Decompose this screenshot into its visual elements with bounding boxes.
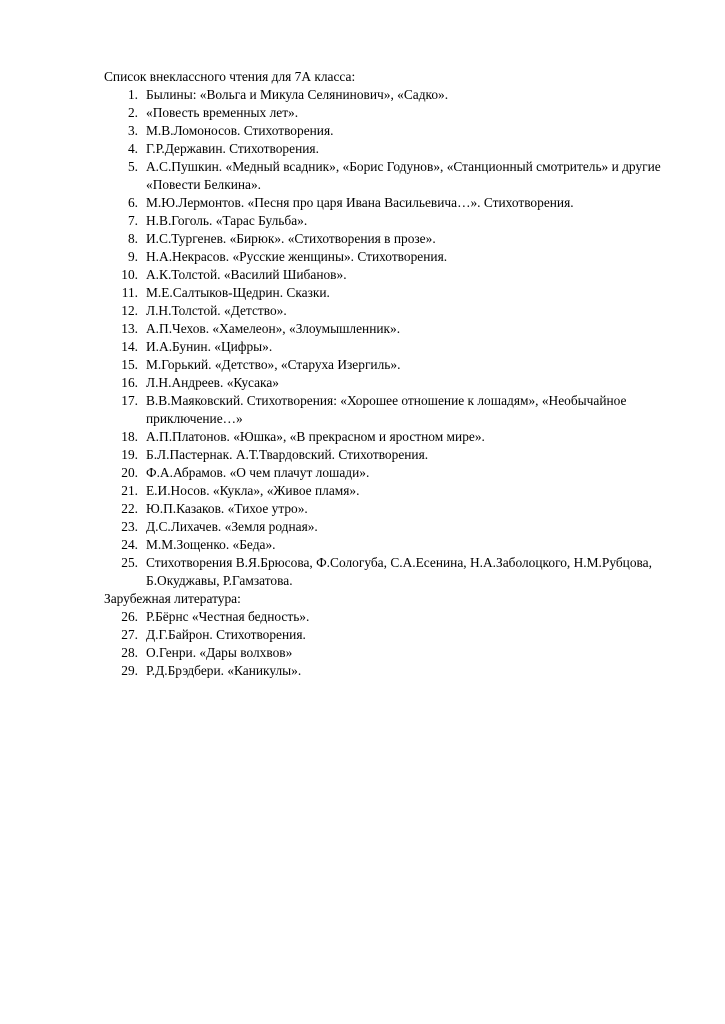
list-item-number: 20. [121,465,138,480]
list-item-text: Р.Бёрнс «Честная бедность». [146,609,310,624]
list-item-text: Д.С.Лихачев. «Земля родная». [146,519,318,534]
reading-list [104,68,684,680]
list-item [104,662,684,680]
list-item-number: 23. [121,519,138,534]
list-item-text: О.Генри. «Дары волхвов» [146,645,293,660]
list-item-number: 27. [121,627,138,642]
list-item-number: 29. [121,663,138,678]
list-item-number: 2. [127,105,138,120]
list-item-number: 22. [121,501,138,516]
list-item-text: Б.Л.Пастернак. А.Т.Твардовский. Стихотворения. [146,447,429,462]
list-item [104,104,684,122]
list-item-text: А.П.Платонов. «Юшка», «В прекрасном и яростном мире». [146,429,485,444]
list-item-number: 28. [121,645,138,660]
list-item [104,158,684,194]
list-item-number: 25. [121,555,138,570]
list-item [104,644,684,662]
list-item-text: Д.Г.Байрон. Стихотворения. [146,627,306,642]
list-item [104,356,684,374]
list-title: Список внеклассного чтения для 7А класса: [104,69,356,84]
list-item [104,338,684,356]
list-item-text: В.В.Маяковский. Стихотворения: «Хорошее отношение к лошадям», «Необычайное приключение…» [146,393,627,426]
list-item-text: Н.А.Некрасов. «Русские женщины». Стихотворения. [146,249,448,264]
list-item [104,392,684,428]
list-item-text: А.К.Толстой. «Василий Шибанов». [146,267,347,282]
list-item-number: 10. [121,267,138,282]
list-item-number: 13. [121,321,138,336]
list-item-number: 19. [121,447,138,462]
list-item [104,428,684,446]
list-item-number: 4. [127,141,138,156]
main-book-list [104,86,684,590]
list-item-number: 16. [121,375,138,390]
list-item [104,446,684,464]
list-item [104,320,684,338]
list-item-text: Ф.А.Абрамов. «О чем плачут лошади». [146,465,370,480]
list-item [104,284,684,302]
list-item-number: 18. [121,429,138,444]
list-item-text: Стихотворения В.Я.Брюсова, Ф.Сологуба, С.А.Есенина, Н.А.Заболоцкого, Н.М.Рубцова, Б.Окуджавы, Р.Гамзатова. [146,555,652,588]
list-item [104,122,684,140]
list-item [104,230,684,248]
list-item [104,536,684,554]
list-item-number: 9. [127,249,138,264]
list-item-text: М.Горький. «Детство», «Старуха Изергиль». [146,357,401,372]
list-item-number: 1. [127,87,138,102]
list-item-number: 12. [121,303,138,318]
list-item-text: Л.Н.Андреев. «Кусака» [146,375,280,390]
list-item-text: Ю.П.Казаков. «Тихое утро». [146,501,308,516]
list-item-number: 14. [121,339,138,354]
list-item-number: 24. [121,537,138,552]
list-item-number: 11. [121,285,138,300]
foreign-literature-heading: Зарубежная литература: [104,591,241,606]
list-item-number: 8. [127,231,138,246]
list-item-text: Л.Н.Толстой. «Детство». [146,303,287,318]
list-item-text: М.В.Ломоносов. Стихотворения. [146,123,334,138]
list-item-text: И.А.Бунин. «Цифры». [146,339,273,354]
list-item [104,266,684,284]
list-item-number: 15. [121,357,138,372]
list-item-number: 26. [121,609,138,624]
list-item-text: М.Ю.Лермонтов. «Песня про царя Ивана Васильевича…». Стихотворения. [146,195,574,210]
list-item-number: 7. [127,213,138,228]
list-item [104,554,684,590]
list-item [104,86,684,104]
list-item-number: 6. [127,195,138,210]
list-item-number: 17. [121,393,138,408]
list-item-text: А.П.Чехов. «Хамелеон», «Злоумышленник». [146,321,401,336]
list-item-text: И.С.Тургенев. «Бирюк». «Стихотворения в прозе». [146,231,436,246]
list-item [104,500,684,518]
list-item-text: Р.Д.Брэдбери. «Каникулы». [146,663,302,678]
list-item [104,464,684,482]
list-item-text: М.М.Зощенко. «Беда». [146,537,276,552]
list-item [104,626,684,644]
list-item-number: 5. [127,159,138,174]
list-item-number: 21. [121,483,138,498]
list-item-text: А.С.Пушкин. «Медный всадник», «Борис Годунов», «Станционный смотритель» и другие «Повести Белкина». [146,159,661,192]
list-item-text: Г.Р.Державин. Стихотворения. [146,141,319,156]
list-item [104,482,684,500]
list-item-text: «Повесть временных лет». [146,105,299,120]
foreign-book-list [104,608,684,680]
list-item-text: Н.В.Гоголь. «Тарас Бульба». [146,213,308,228]
list-item [104,248,684,266]
list-item [104,302,684,320]
list-item [104,140,684,158]
list-item [104,212,684,230]
list-item-number: 3. [127,123,138,138]
list-item-text: М.Е.Салтыков-Щедрин. Сказки. [146,285,330,300]
list-item [104,608,684,626]
list-item [104,194,684,212]
list-item-text: Е.И.Носов. «Кукла», «Живое пламя». [146,483,360,498]
list-item [104,518,684,536]
list-item [104,374,684,392]
list-item-text: Былины: «Вольга и Микула Селянинович», «Садко». [146,87,449,102]
